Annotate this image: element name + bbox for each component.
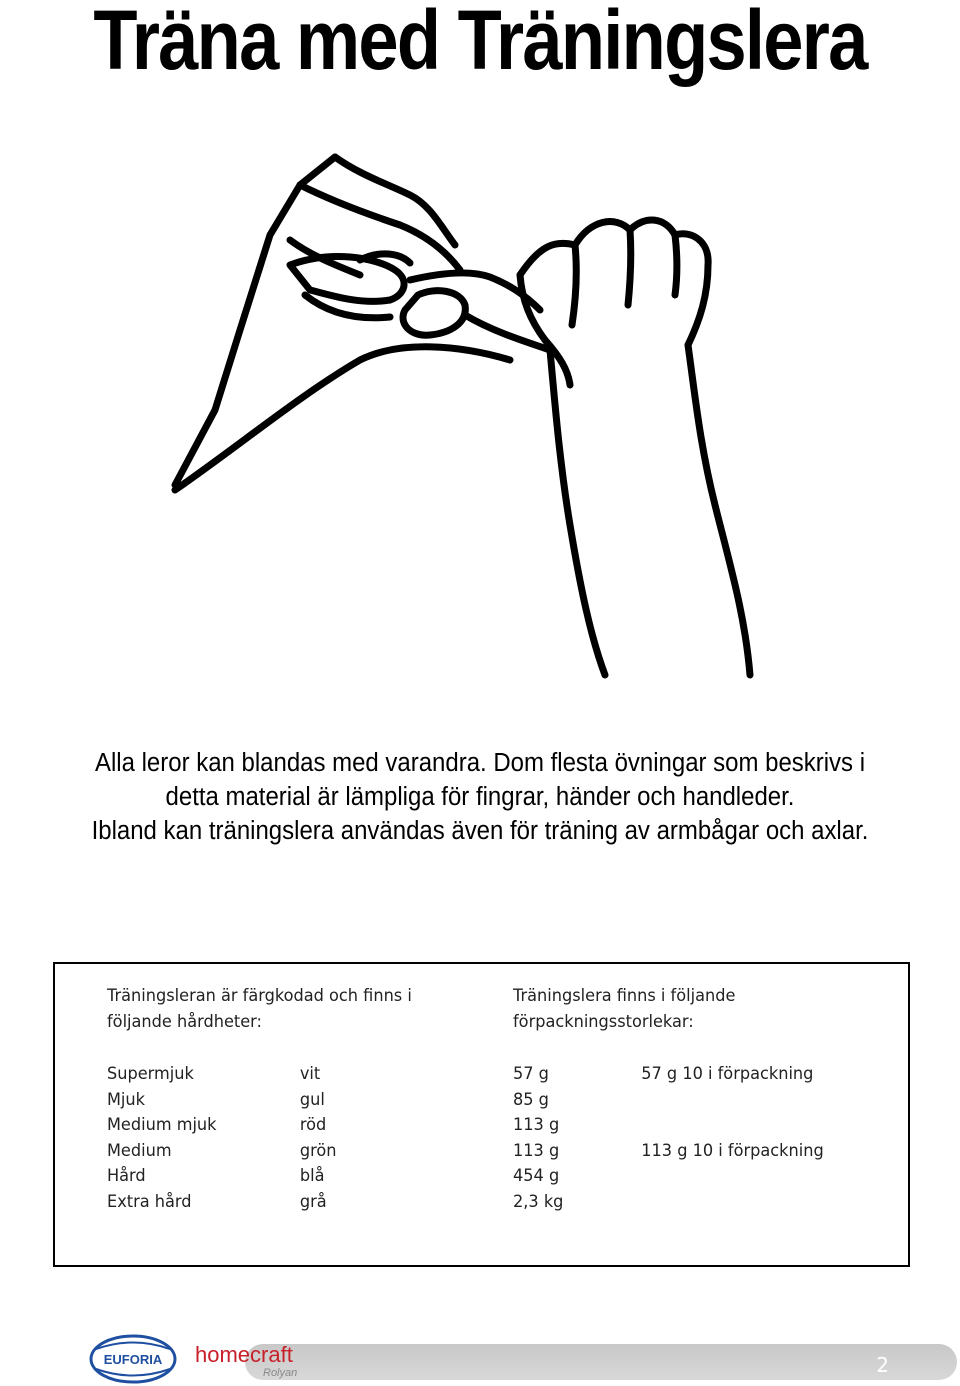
hardness-color: gul [299,1089,325,1110]
packaging-size: 113 g [513,1115,560,1135]
homecraft-logo [185,1336,325,1382]
intro-line-2: detta material är lämpliga för fingrar, händer och handleder. [165,783,795,811]
hardness-name: Hård [107,1166,146,1186]
hardness-row [107,1139,412,1165]
intro-line-1: Alla leror kan blandas med varandra. Dom flesta övningar som beskrivs i [94,749,866,777]
hardness-name: Extra hård [107,1191,192,1212]
hardness-lead: Träningsleran är färgkodad och finns i följande hårdheter: [107,986,412,1032]
packaging-size: 2,3 kg [513,1191,564,1212]
hardness-row [107,1088,412,1114]
euforia-logo-text: EUFORIA [103,1352,163,1367]
hardness-color: vit [299,1064,321,1084]
intro-paragraph [66,746,893,848]
hardness-row [107,1062,412,1088]
homecraft-logo-text: homecraft [195,1342,293,1367]
hardness-name: Mjuk [107,1089,146,1110]
packaging-row [513,1164,824,1190]
hardness-color: grå [299,1191,327,1212]
hardness-row [107,1190,412,1216]
packaging-note: 57 g 10 i förpackning [641,1064,814,1084]
hardness-name: Medium mjuk [107,1115,217,1135]
packaging-row [513,1062,824,1088]
hardness-color: blå [299,1166,325,1186]
page-title: Träna med Träningslera [93,0,867,87]
hardness-name: Supermjuk [107,1064,194,1084]
hardness-color: grön [299,1140,337,1161]
hardness-row [107,1164,412,1190]
hardness-name: Medium [107,1140,172,1161]
footer-grey-band [245,1344,957,1380]
packaging-row [513,1088,824,1114]
hardness-column [107,984,412,1215]
hardness-row [107,1113,412,1139]
packaging-size: 113 g [513,1140,560,1161]
packaging-size: 85 g [513,1089,549,1110]
rolyan-logo-text: Rolyan [263,1367,298,1379]
packaging-note: 113 g 10 i förpackning [641,1140,824,1161]
page-number: 2 [876,1353,889,1377]
product-info-box [53,962,910,1267]
packaging-row [513,1139,824,1165]
packaging-size: 57 g [513,1064,549,1084]
packaging-size: 454 g [513,1166,560,1186]
hardness-color: röd [299,1115,327,1135]
packaging-lead: Träningslera finns i följande förpackningsstorlekar: [513,986,736,1032]
packaging-row [513,1190,824,1216]
packaging-column [513,984,824,1215]
intro-line-3: Ibland kan träningslera användas även för träning av armbågar och axlar. [91,817,869,845]
hands-kneading-clay-illustration [160,145,800,685]
euforia-logo [88,1334,178,1384]
packaging-row [513,1113,824,1139]
